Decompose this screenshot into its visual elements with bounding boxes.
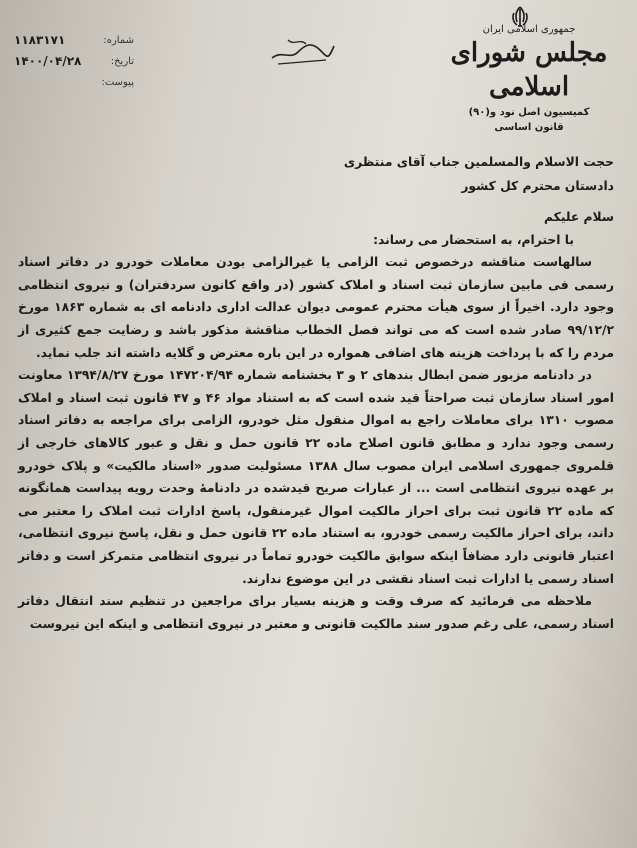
commission-name: کمیسیون اصل نود و(۹۰) — [468, 107, 590, 118]
letterhead-subtitle: جمهوری اسلامی ایران — [482, 24, 576, 35]
addressee-line: دادستان محترم کل کشور — [461, 179, 614, 193]
meta-date-row — [14, 51, 134, 72]
commission-sub: قانون اساسی — [494, 122, 564, 133]
addressee-line: حجت الاسلام والمسلمین جناب آقای منتظری — [343, 155, 614, 169]
meta-attachment-row — [14, 72, 134, 93]
meta-number: ۱۱۸۳۱۷۱ — [14, 33, 66, 47]
meta-date: ۱۴۰۰/۰۴/۲۸ — [14, 54, 82, 68]
letter-body — [18, 150, 614, 635]
body-paragraph: در دادنامه مزبور ضمن ابطال بندهای ۲ و ۳ بخشنامه شماره ۱۴۷۲۰۴/۹۴ مورخ ۱۳۹۴/۸/۲۷ معاونت امور اسناد سازمان ثبت صراحتاً قید شده است که به استناد مواد ۴۶ و ۴۷ قانون ثبت اسناد و املاک مصوب ۱۳۱۰ برای معاملات راجع به اموال منقول مثل خودرو، الزامی برای مراجعه به دفاتر اسناد رسمی وجود ندارد و مطابق قانون اصلاح ماده ۲۲ قانون حمل و نقل و عبور کالاهای خارجی از قلمروی جمهوری اسلامی ایران مصوب سال ۱۳۸۸ مسئولیت صدور «اسناد مالکیت» و پلاک خودرو بر عهده نیروی انتظامی است ... از عبارات صریح قیدشده در دادنامهٔ وحدت رویه پیداست همانگونه که ماده ۲۲ قانون ثبت برای احراز مالکیت اموال غیرمنقول، پاسخ ادارات ثبت املاک را معتبر می داند، برای احراز مالکیت رسمی خودرو، به استناد ماده ۲۲ قانون حمل و نقل، پاسخ نیروی انتظامی، اعتبار قانونی دارد مضافاً اینکه سوابق مالکیت خودرو تماماً در نیروی انتظامی متمرکز است و دفاتر اسناد رسمی یا ادارات ثبت اسناد نقشی در این موضوع ندارند. — [18, 368, 615, 586]
body-paragraph: ملاحظه می فرمائید که صرف وقت و هزینه بسیار برای مراجعین در تنظیم سند انتقال دفاتر اسناد رسمی، علی رغم صدور سند مالکیت قانونی و معتبر در نیروی انتظامی و اینکه این نیروست — [18, 594, 614, 631]
letterhead — [449, 24, 609, 134]
salutation: سلام علیکم — [544, 210, 614, 224]
org-name: مجلس شورای اسلامی — [450, 38, 608, 102]
meta-date-label: تاریخ: — [110, 56, 134, 67]
body-paragraph: سالهاست مناقشه درخصوص ثبت الزامی یا غیرالزامی بودن معاملات خودرو در دفاتر اسناد رسمی فی مابین سازمان ثبت اسناد و املاک کشور (در واقع کانون سردفتران) و نیروی انتظامی وجود دارد. اخیراً از سوی هیأت محترم عمومی دیوان عدالت اداری دادنامه ای به شماره ۱۸۶۳ مورخ ۹۹/۱۲/۲ صادر شده است که می تواند فصل الخطاب مناقشة مذکور باشد و رضایت جمع کثیری از مردم را که با پرداخت هزینه های اضافی همواره در این باره معترض و گلایه داشته اند جلب نماید. — [18, 255, 615, 360]
meta-attachment-label: پیوست: — [101, 77, 134, 88]
intro-line: با احترام، به استحضار می رساند: — [373, 232, 574, 247]
meta-number-row — [14, 30, 134, 51]
signature-mark — [268, 30, 338, 70]
meta-number-label: شماره: — [103, 35, 134, 46]
letter-meta — [14, 30, 134, 93]
